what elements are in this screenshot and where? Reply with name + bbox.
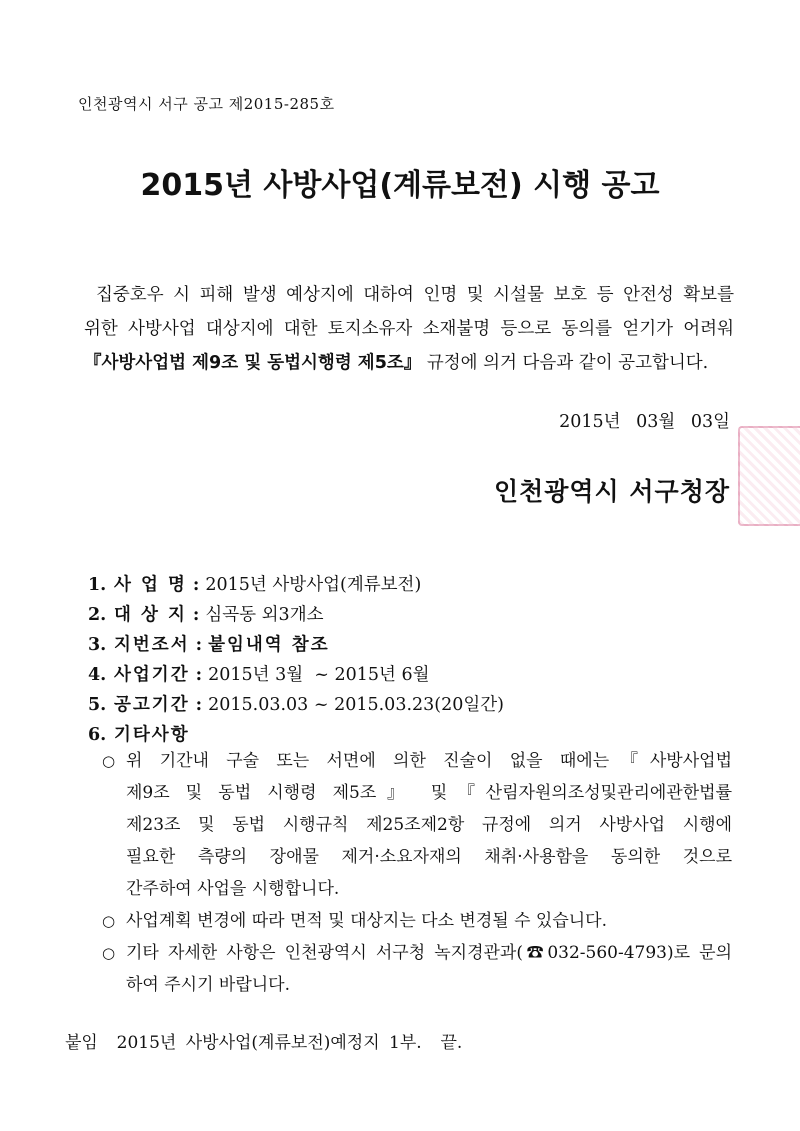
bullet-line: 필요한 측량의 장애물 제거·소요자재의 채취·사용함을 동의한 것으로 bbox=[126, 847, 732, 867]
circle-bullet-icon: ○ bbox=[102, 912, 116, 930]
other-matter-item bbox=[102, 937, 732, 1001]
item-separator: : bbox=[195, 635, 203, 655]
item-value: 2015년 사방사업(계류보전) bbox=[205, 575, 422, 595]
item-number: 4. bbox=[88, 665, 107, 685]
item-label: 사 업 명 bbox=[114, 575, 187, 595]
item-value: 붙임내역 참조 bbox=[208, 635, 330, 655]
notice-items bbox=[88, 570, 738, 750]
item-number: 2. bbox=[88, 605, 107, 625]
intro-line bbox=[84, 346, 734, 380]
circle-bullet-icon: ○ bbox=[102, 944, 116, 962]
bullet-line: 기타 자세한 사항은 인천광역시 서구청 녹지경관과(☎032-560-4793)로 문의 bbox=[126, 943, 732, 963]
notice-item bbox=[88, 570, 738, 600]
attachment-note: 붙임 2015년 사방사업(계류보전)예정지 1부. 끝. bbox=[65, 1033, 463, 1053]
item-label: 지번조서 bbox=[114, 635, 190, 655]
item-separator: : bbox=[195, 695, 203, 715]
item-label: 사업기간 bbox=[114, 665, 190, 685]
bullet-line: 사업계획 변경에 따라 면적 및 대상지는 다소 변경될 수 있습니다. bbox=[126, 911, 608, 931]
item-number: 1. bbox=[88, 575, 107, 595]
notice-item bbox=[88, 630, 738, 660]
intro-line-rest: 규정에 의거 다음과 같이 공고합니다. bbox=[421, 353, 709, 373]
intro-paragraph bbox=[84, 278, 734, 380]
legal-reference: 『사방사업법 제9조 및 동법시행령 제5조』 bbox=[84, 353, 422, 373]
bullet-line: 하여 주시기 바랍니다. bbox=[126, 975, 291, 995]
notice-date: 2015년 03월 03일 bbox=[559, 412, 730, 432]
item-value: 2015년 3월 ~ 2015년 6월 bbox=[208, 665, 430, 685]
bullet-line: 제9조 및 동법 시행령 제5조』 및『산림자원의조성및관리에관한법률 bbox=[126, 783, 732, 803]
item-separator: : bbox=[192, 605, 200, 625]
item-separator: : bbox=[192, 575, 200, 595]
other-matter-item bbox=[102, 745, 732, 905]
intro-line: 위한 사방사업 대상지에 대한 토지소유자 소재불명 등으로 동의를 얻기가 어려워 bbox=[84, 319, 734, 339]
item-value: 2015.03.03 ~ 2015.03.23(20일간) bbox=[208, 695, 505, 715]
bullet-line: 위 기간내 구술 또는 서면에 의한 진술이 없을 때에는『사방사업법 bbox=[126, 751, 732, 771]
item-label: 공고기간 bbox=[114, 695, 190, 715]
circle-bullet-icon: ○ bbox=[102, 752, 116, 770]
other-matters-list bbox=[102, 745, 732, 1001]
item-label: 기타사항 bbox=[114, 725, 190, 745]
item-number: 3. bbox=[88, 635, 107, 655]
notice-item bbox=[88, 690, 738, 720]
item-value: 심곡동 외3개소 bbox=[205, 605, 324, 625]
issuer-name: 인천광역시 서구청장 bbox=[493, 477, 730, 506]
notice-number: 인천광역시 서구 공고 제2015-285호 bbox=[78, 95, 335, 113]
notice-item bbox=[88, 660, 738, 690]
official-seal-stamp bbox=[738, 426, 800, 526]
bullet-line: 간주하여 사업을 시행합니다. bbox=[126, 879, 340, 899]
item-label: 대 상 지 bbox=[114, 605, 187, 625]
document-title: 2015년 사방사업(계류보전) 시행 공고 bbox=[140, 168, 660, 203]
bullet-line: 제23조 및 동법 시행규칙 제25조제2항 규정에 의거 사방사업 시행에 bbox=[126, 815, 732, 835]
notice-item bbox=[88, 600, 738, 630]
other-matter-item bbox=[102, 905, 732, 937]
intro-line: 집중호우 시 피해 발생 예상지에 대하여 인명 및 시설물 보호 등 안전성 확보를 bbox=[96, 285, 734, 305]
item-number: 5. bbox=[88, 695, 107, 715]
item-separator: : bbox=[195, 665, 203, 685]
item-number: 6. bbox=[88, 725, 107, 745]
